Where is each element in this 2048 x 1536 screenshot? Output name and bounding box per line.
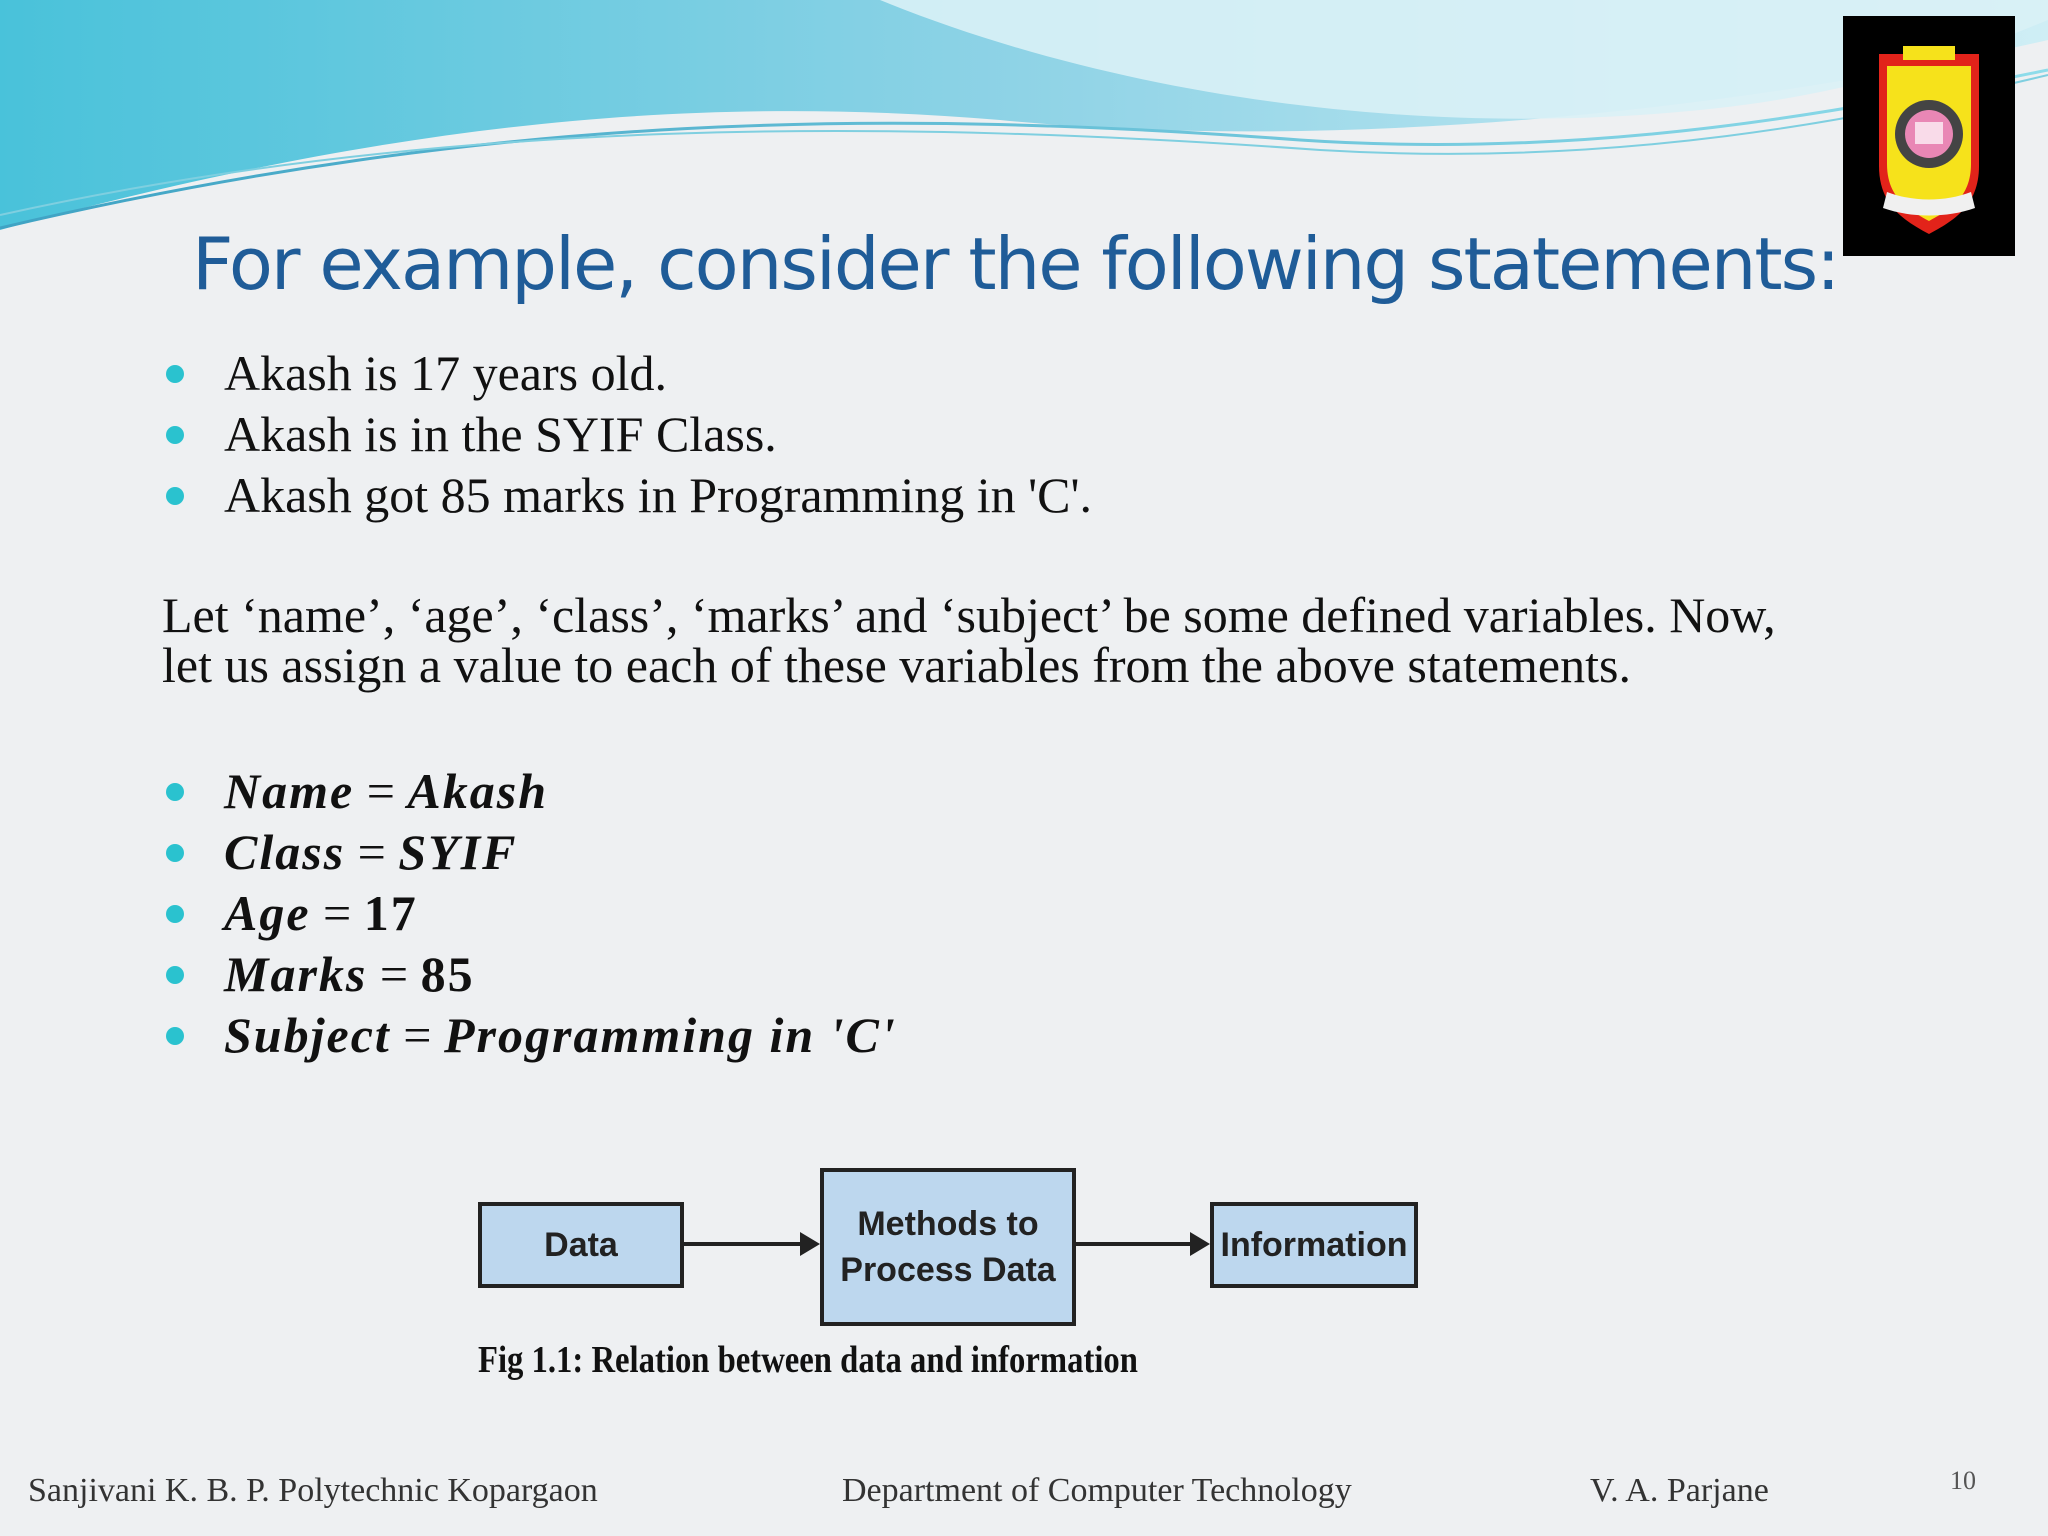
footer-author: V. A. Parjane (1590, 1472, 1769, 1509)
bullet-icon (166, 905, 184, 923)
list-item (162, 1004, 897, 1065)
variable-name: Name (224, 763, 355, 819)
statement-text: Akash is 17 years old. (224, 345, 667, 401)
arrow-right-icon (684, 1242, 816, 1246)
information-box-label: Information (1220, 1226, 1408, 1264)
page-number: 10 (1950, 1466, 1976, 1495)
bullet-icon (166, 966, 184, 984)
list-item (162, 342, 1092, 403)
equals-sign: = (367, 946, 421, 1002)
information-box (1210, 1202, 1418, 1288)
variable-name: Subject (224, 1007, 391, 1063)
equals-sign: = (310, 885, 364, 941)
list-item (162, 943, 897, 1004)
slide-title: For example, consider the following statements: (192, 222, 1839, 306)
assignment-list (162, 760, 897, 1065)
bullet-icon (166, 1027, 184, 1045)
footer-department: Department of Computer Technology (842, 1472, 1352, 1509)
variable-name: Age (224, 885, 311, 941)
arrow-right-icon (1076, 1242, 1206, 1246)
equals-sign: = (354, 763, 408, 819)
process-box-line: Process Data (840, 1251, 1056, 1289)
bullet-icon (166, 487, 184, 505)
data-box-label: Data (544, 1226, 618, 1264)
list-item (162, 464, 1092, 525)
statement-text: Akash got 85 marks in Programming in 'C'. (224, 467, 1092, 523)
list-item (162, 821, 897, 882)
equals-sign: = (390, 1007, 444, 1063)
list-item (162, 760, 897, 821)
data-box (478, 1202, 684, 1288)
statement-list (162, 342, 1092, 525)
institute-crest-logo (1843, 16, 2015, 256)
equals-sign: = (345, 824, 399, 880)
process-box (820, 1168, 1076, 1326)
header-wave-decoration (0, 0, 2048, 240)
variable-name: Marks (224, 946, 368, 1002)
paragraph-line: Let ‘name’, ‘age’, ‘class’, ‘marks’ and ‘subject’ be some defined variables. Now, (162, 587, 1776, 643)
bullet-icon (166, 426, 184, 444)
process-box-label (840, 1201, 1055, 1293)
figure-caption: Fig 1.1: Relation between data and information (478, 1339, 1138, 1381)
explanation-paragraph (162, 587, 1842, 693)
variable-value: 85 (420, 946, 475, 1002)
variable-value: Programming in 'C' (444, 1007, 897, 1063)
process-box-line: Methods to (857, 1205, 1039, 1243)
bullet-icon (166, 365, 184, 383)
variable-value: Akash (407, 763, 549, 819)
bullet-icon (166, 844, 184, 862)
statement-text: Akash is in the SYIF Class. (224, 406, 777, 462)
footer-institute: Sanjivani K. B. P. Polytechnic Kopargaon (28, 1472, 598, 1509)
variable-value: 17 (363, 885, 418, 941)
list-item (162, 882, 897, 943)
variable-value: SYIF (398, 824, 518, 880)
bullet-icon (166, 783, 184, 801)
list-item (162, 403, 1092, 464)
variable-name: Class (224, 824, 346, 880)
paragraph-line: let us assign a value to each of these variables from the above statements. (162, 637, 1631, 693)
